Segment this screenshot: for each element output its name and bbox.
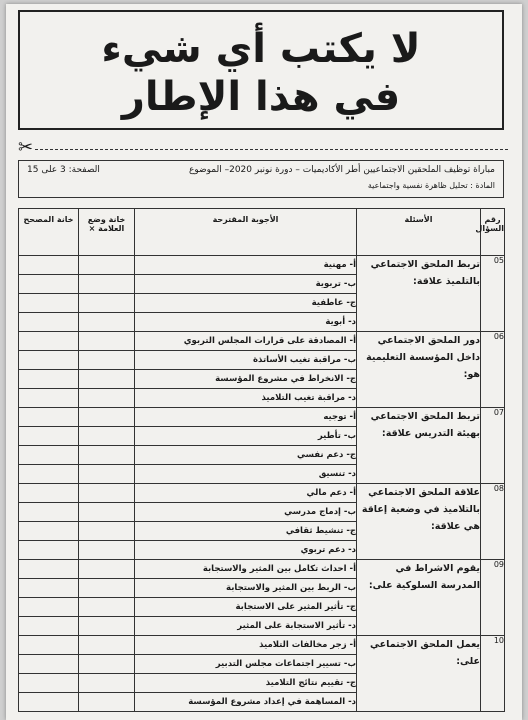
- exam-header: [18, 160, 504, 198]
- corrector-box: [19, 408, 79, 427]
- corrector-box: [19, 579, 79, 598]
- banner-line-1: لا يكتب أي شيء: [101, 26, 421, 72]
- corrector-box: [19, 636, 79, 655]
- mark-box[interactable]: [79, 636, 135, 655]
- corrector-box: [19, 256, 79, 275]
- page-number: الصفحة: 3 على 15: [27, 165, 100, 175]
- corrector-box: [19, 465, 79, 484]
- corrector-box: [19, 522, 79, 541]
- question-number: 06: [481, 332, 505, 408]
- answer-row: [19, 484, 505, 503]
- answer-row: [19, 332, 505, 351]
- corrector-box: [19, 370, 79, 389]
- col-num-header: رقم السؤال: [481, 209, 505, 256]
- mark-box[interactable]: [79, 617, 135, 636]
- question-text: دور الملحق الاجتماعي داخل المؤسسة التعليمية هو:: [357, 332, 481, 408]
- answer-option: ب- تربوية: [135, 275, 357, 294]
- answer-option: د- أبوية: [135, 313, 357, 332]
- corrector-box: [19, 427, 79, 446]
- answer-row: [19, 256, 505, 275]
- answer-option: ب- مراقبة تغيب الأساتذة: [135, 351, 357, 370]
- answer-row: [19, 560, 505, 579]
- answer-option: ب- الربط بين المثير والاستجابة: [135, 579, 357, 598]
- answer-option: ب- تأطير: [135, 427, 357, 446]
- answer-option: أ- المصادقة على قرارات المجلس التربوي: [135, 332, 357, 351]
- answer-option: د- دعم تربوي: [135, 541, 357, 560]
- corrector-box: [19, 598, 79, 617]
- exam-subject: المادة : تحليل ظاهرة نفسية واجتماعية: [367, 181, 495, 190]
- corrector-box: [19, 693, 79, 712]
- answer-option: أ- احداث تكامل بين المثير والاستجابة: [135, 560, 357, 579]
- answer-option: ج- تأثير المثير على الاستجابة: [135, 598, 357, 617]
- banner-line-2: في هذا الإطار: [121, 74, 401, 120]
- question-text: علاقة الملحق الاجتماعي بالتلاميذ في وضعية إعاقة هي علاقة:: [357, 484, 481, 560]
- mark-box[interactable]: [79, 351, 135, 370]
- mark-box[interactable]: [79, 655, 135, 674]
- col-answers-header: الأجوبة المقترحة: [135, 209, 357, 256]
- mark-box[interactable]: [79, 522, 135, 541]
- table-header-row: [19, 209, 505, 256]
- question-text: يقوم الاشراط في المدرسة السلوكية على:: [357, 560, 481, 636]
- question-text: تربط الملحق الاجتماعي بهيئة التدريس علاقة:: [357, 408, 481, 484]
- answer-option: أ- زجر مخالفات التلاميذ: [135, 636, 357, 655]
- mark-box[interactable]: [79, 693, 135, 712]
- question-number: 07: [481, 408, 505, 484]
- exam-page: [6, 4, 522, 720]
- corrector-box: [19, 313, 79, 332]
- answer-option: ج- تنشيط ثقافي: [135, 522, 357, 541]
- mark-box[interactable]: [79, 446, 135, 465]
- mark-box[interactable]: [79, 541, 135, 560]
- question-text: يعمل الملحق الاجتماعي على:: [357, 636, 481, 712]
- answer-option: أ- مهنية: [135, 256, 357, 275]
- questions-table: [18, 208, 505, 712]
- corrector-box: [19, 617, 79, 636]
- answer-option: ب- إدماج مدرسي: [135, 503, 357, 522]
- mark-box[interactable]: [79, 370, 135, 389]
- scissors-icon: ✂: [18, 137, 34, 158]
- answer-row: [19, 636, 505, 655]
- mark-box[interactable]: [79, 579, 135, 598]
- answer-option: ج- دعم نفسي: [135, 446, 357, 465]
- answer-option: ج- الانخراط في مشروع المؤسسة: [135, 370, 357, 389]
- question-number: 05: [481, 256, 505, 332]
- answer-option: د- مراقبة تغيب التلاميذ: [135, 389, 357, 408]
- answer-option: د- تنسيق: [135, 465, 357, 484]
- corrector-box: [19, 541, 79, 560]
- exam-title: مباراة توظيف الملحقين الاجتماعيين أطر الأكاديميات – دورة نونبر 2020– الموضوع: [188, 165, 495, 175]
- corrector-box: [19, 275, 79, 294]
- question-number: 09: [481, 560, 505, 636]
- col-mark-header: خانة وضع العلامة ×: [79, 209, 135, 256]
- mark-box[interactable]: [79, 427, 135, 446]
- mark-box[interactable]: [79, 503, 135, 522]
- corrector-box: [19, 351, 79, 370]
- corrector-box: [19, 389, 79, 408]
- corrector-box: [19, 674, 79, 693]
- mark-box[interactable]: [79, 484, 135, 503]
- corrector-box: [19, 560, 79, 579]
- corrector-box: [19, 655, 79, 674]
- mark-box[interactable]: [79, 313, 135, 332]
- answer-option: ج- عاطفية: [135, 294, 357, 313]
- mark-box[interactable]: [79, 560, 135, 579]
- do-not-write-box: [18, 10, 504, 130]
- mark-box[interactable]: [79, 408, 135, 427]
- corrector-box: [19, 446, 79, 465]
- mark-box[interactable]: [79, 332, 135, 351]
- col-corrector-header: خانة المصحح: [19, 209, 79, 256]
- corrector-box: [19, 294, 79, 313]
- question-number: 08: [481, 484, 505, 560]
- mark-box[interactable]: [79, 294, 135, 313]
- answer-row: [19, 408, 505, 427]
- col-question-header: الأسئلة: [357, 209, 481, 256]
- mark-box[interactable]: [79, 465, 135, 484]
- mark-box[interactable]: [79, 598, 135, 617]
- corrector-box: [19, 503, 79, 522]
- mark-box[interactable]: [79, 389, 135, 408]
- corrector-box: [19, 332, 79, 351]
- answer-option: أ- دعم مالي: [135, 484, 357, 503]
- question-number: 10: [481, 636, 505, 712]
- cut-line: [18, 137, 508, 158]
- corrector-box: [19, 484, 79, 503]
- answer-option: د- المساهمة في إعداد مشروع المؤسسة: [135, 693, 357, 712]
- mark-box[interactable]: [79, 256, 135, 275]
- mark-box[interactable]: [79, 275, 135, 294]
- mark-box[interactable]: [79, 674, 135, 693]
- answer-option: ج- تقييم نتائج التلاميذ: [135, 674, 357, 693]
- answer-option: ب- تسيير اجتماعات مجلس التدبير: [135, 655, 357, 674]
- answer-option: د- تأثير الاستجابة على المثير: [135, 617, 357, 636]
- question-text: تربط الملحق الاجتماعي بالتلميذ علاقة:: [357, 256, 481, 332]
- answer-option: أ- توجيه: [135, 408, 357, 427]
